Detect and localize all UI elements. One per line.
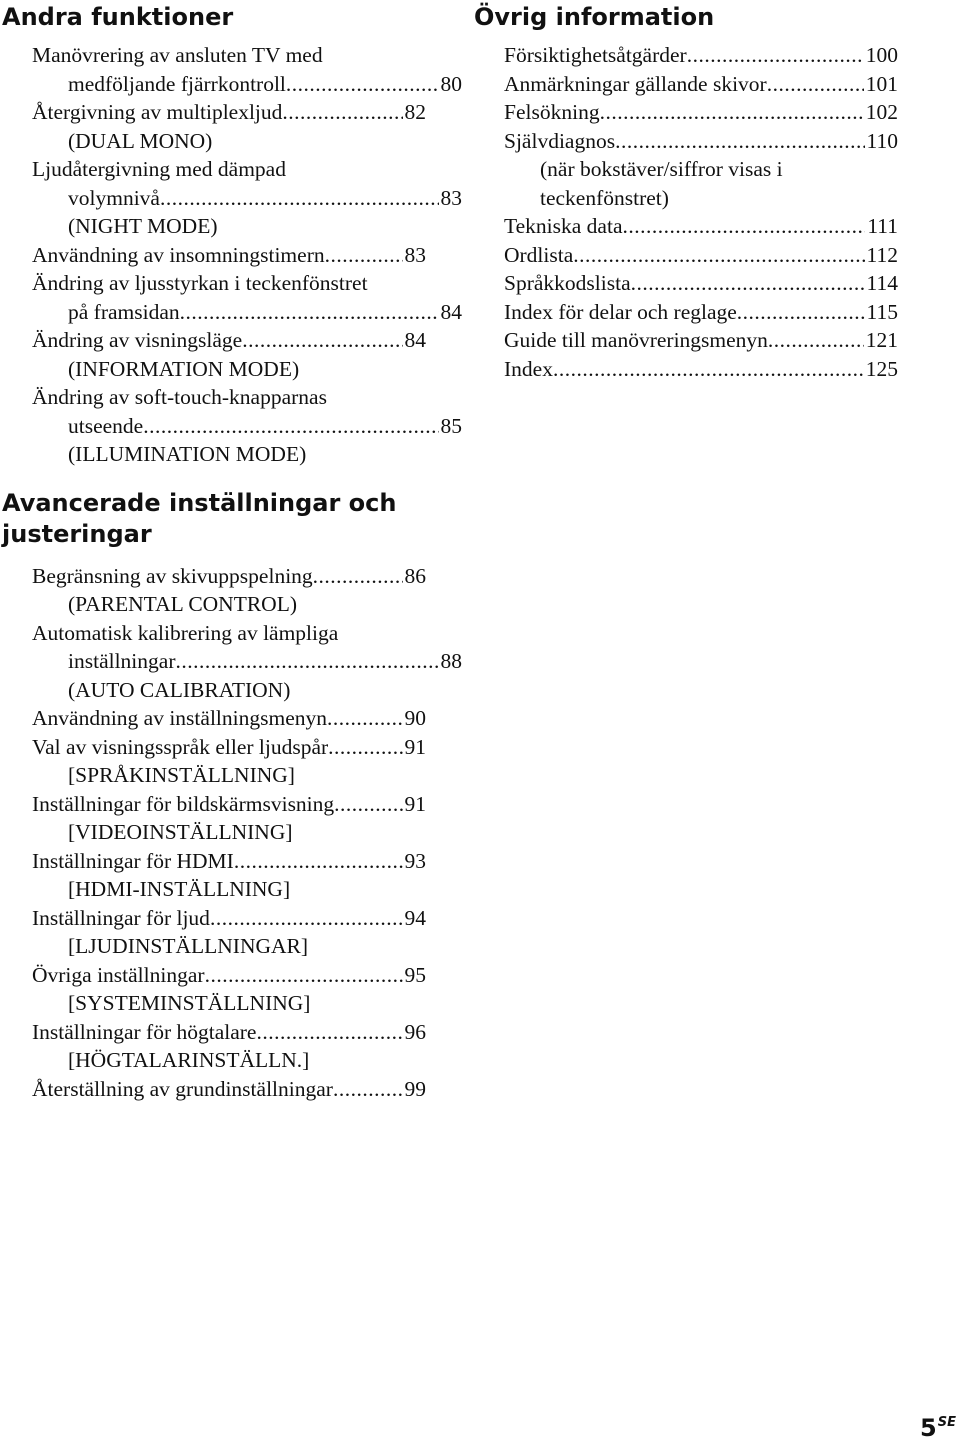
dot-leader (768, 326, 864, 355)
dot-leader (210, 904, 403, 933)
toc-entry-text: Manövrering av ansluten TV med (32, 43, 323, 67)
toc-entry-text: på framsidan (68, 299, 180, 324)
toc-entry-page: 84 (404, 328, 426, 352)
toc-entry (2, 383, 426, 412)
dot-leader (767, 70, 864, 99)
toc-entry-text: Automatisk kalibrering av lämpliga (32, 620, 339, 645)
toc-entry (2, 704, 426, 733)
toc-entry-page: 101 (865, 71, 898, 96)
dot-leader (143, 412, 438, 441)
toc-entry-text: Felsökning (504, 100, 600, 124)
section-heading-avancerade (2, 488, 432, 550)
dot-leader (333, 1075, 403, 1104)
section-heading-andra-funktioner: Andra funktioner (2, 3, 234, 31)
toc-entry-page: 86 (404, 563, 426, 588)
toc-entry-page: 83 (404, 242, 426, 267)
toc-entry-text: Ändring av visningsläge (32, 328, 243, 352)
toc-entry-text: Begränsning av skivuppspelning (32, 563, 313, 588)
toc-entry-page: 93 (404, 848, 426, 873)
toc-entry (2, 562, 426, 591)
dot-leader (553, 355, 864, 384)
dot-leader (256, 1018, 402, 1047)
dot-leader (325, 241, 403, 270)
toc-entry-text: teckenfönstret) (540, 185, 669, 210)
section-heading-ovrig-information: Övrig information (474, 3, 715, 31)
dot-leader (180, 298, 439, 327)
toc-entry-text: Inställningar för HDMI (32, 848, 234, 873)
toc-entry-text: Anmärkningar gällande skivor (504, 71, 767, 96)
toc-entry-page: 90 (404, 706, 426, 730)
toc-entry-page: 82 (404, 100, 426, 124)
toc-list-andra-funktioner (2, 41, 462, 469)
dot-leader (687, 41, 864, 70)
page-number (920, 1409, 956, 1442)
toc-entry-page: 115 (866, 299, 898, 324)
toc-entry (2, 761, 462, 790)
toc-entry (2, 440, 462, 469)
toc-entry (2, 847, 426, 876)
toc-entry (2, 1018, 426, 1047)
toc-entry (2, 1046, 462, 1075)
page-number-value: 5 (920, 1414, 937, 1442)
toc-entry-page: 100 (865, 43, 898, 67)
section-heading-avancerade-line1: Avancerade inställningar och (2, 488, 397, 517)
toc-entry-text: (ILLUMINATION MODE) (68, 442, 307, 466)
toc-entry (474, 155, 934, 184)
toc-entry (474, 212, 898, 241)
toc-entry (2, 355, 462, 384)
toc-entry-text: (AUTO CALIBRATION) (68, 677, 291, 702)
toc-entry-page: 95 (404, 962, 426, 987)
toc-entry-text: medföljande fjärrkontroll (68, 71, 286, 96)
toc-entry-page: 102 (865, 100, 898, 124)
toc-entry-text: inställningar (68, 649, 176, 673)
dot-leader (623, 212, 866, 241)
toc-entry (2, 41, 426, 70)
toc-entry-text: [LJUDINSTÄLLNINGAR] (68, 934, 309, 958)
toc-list-avancerade (2, 562, 462, 1104)
toc-entry-text: Inställningar för högtalare (32, 1019, 257, 1044)
toc-entry-text: Inställningar för ljud (32, 905, 210, 930)
toc-entry-text: Ändring av ljusstyrkan i teckenfönstret (32, 271, 368, 295)
toc-entry-text: Tekniska data (504, 214, 623, 238)
toc-entry (2, 647, 462, 676)
toc-entry (474, 269, 898, 298)
toc-entry-text: (NIGHT MODE) (68, 214, 218, 238)
toc-entry-text: (när bokstäver/siffror visas i (540, 157, 783, 181)
toc-entry-text: Försiktighetsåtgärder (504, 43, 687, 67)
toc-entry-text: Återgivning av multiplexljud (32, 100, 283, 124)
toc-entry-text: Språkkodslista (504, 271, 631, 295)
toc-entry-text: Guide till manövreringsmenyn (504, 328, 768, 352)
toc-entry-page: 96 (404, 1019, 426, 1044)
toc-entry-text: Index (504, 356, 553, 381)
toc-entry-text: Inställningar för bildskärmsvisning (32, 791, 335, 816)
toc-entry-text: Ändring av soft-touch-knapparnas (32, 385, 327, 409)
dot-leader (242, 326, 402, 355)
toc-entry (2, 184, 462, 213)
toc-entry-text: [HDMI-INSTÄLLNING] (68, 877, 291, 901)
toc-entry-text: utseende (68, 413, 144, 438)
toc-entry (2, 98, 426, 127)
toc-entry-text: (PARENTAL CONTROL) (68, 592, 298, 616)
toc-entry-text: Återställning av grundinställningar (32, 1076, 333, 1101)
toc-entry-page: 111 (867, 214, 898, 238)
toc-entry (2, 961, 426, 990)
toc-entry (2, 904, 426, 933)
toc-entry-page: 125 (865, 356, 898, 381)
toc-entry (2, 70, 462, 99)
toc-entry (2, 790, 426, 819)
toc-entry (474, 326, 898, 355)
toc-entry (2, 932, 462, 961)
dot-leader (234, 847, 403, 876)
toc-entry (474, 98, 898, 127)
toc-entry (474, 41, 898, 70)
toc-entry-text: Användning av inställningsmenyn (32, 706, 327, 730)
toc-list-ovrig-information (474, 41, 904, 383)
dot-leader (328, 733, 402, 762)
toc-entry-page: 85 (440, 413, 462, 438)
toc-entry-text: [SYSTEMINSTÄLLNING] (68, 991, 311, 1015)
toc-entry-text: Index för delar och reglage (504, 299, 737, 324)
toc-entry-page: 84 (440, 299, 462, 324)
toc-entry (2, 326, 426, 355)
toc-entry (474, 184, 934, 213)
toc-entry (2, 127, 462, 156)
toc-entry-text: Ljudåtergivning med dämpad (32, 157, 286, 181)
dot-leader (205, 961, 403, 990)
toc-entry (2, 298, 462, 327)
dot-leader (286, 70, 439, 99)
toc-entry (474, 70, 898, 99)
toc-entry (2, 733, 426, 762)
dot-leader (600, 98, 864, 127)
dot-leader (327, 704, 403, 733)
toc-entry-page: 83 (440, 185, 462, 210)
left-column (2, 0, 462, 1103)
toc-entry-text: [HÖGTALARINSTÄLLN.] (68, 1048, 310, 1072)
dot-leader (313, 562, 403, 591)
toc-entry (2, 412, 462, 441)
toc-entry-page: 94 (404, 905, 426, 930)
toc-entry-page: 88 (440, 649, 462, 673)
toc-entry (2, 875, 462, 904)
dot-leader (631, 269, 865, 298)
toc-entry (2, 818, 462, 847)
toc-entry-text: Val av visningsspråk eller ljudspår (32, 734, 329, 759)
toc-entry (2, 269, 426, 298)
toc-entry-text: Användning av insomningstimern (32, 242, 325, 267)
toc-entry-page: 80 (440, 71, 462, 96)
toc-entry (2, 590, 462, 619)
toc-entry-page: 91 (404, 791, 426, 816)
toc-entry-text: [VIDEOINSTÄLLNING] (68, 820, 293, 844)
toc-entry-text: (DUAL MONO) (68, 128, 213, 153)
toc-entry (2, 989, 462, 1018)
toc-entry-text: [SPRÅKINSTÄLLNING] (68, 763, 295, 787)
dot-leader (160, 184, 439, 213)
toc-entry-page: 121 (865, 328, 898, 352)
dot-leader (334, 790, 402, 819)
section-heading-avancerade-line2: justeringar (2, 519, 152, 548)
toc-entry (2, 155, 426, 184)
dot-leader (573, 241, 864, 270)
dot-leader (615, 127, 864, 156)
toc-entry-page: 91 (404, 734, 426, 759)
dot-leader (737, 298, 865, 327)
toc-entry-text: Självdiagnos (504, 128, 616, 153)
toc-entry (2, 676, 462, 705)
toc-entry (474, 241, 898, 270)
toc-entry-text: Övriga inställningar (32, 962, 205, 987)
toc-entry (2, 212, 462, 241)
toc-entry (474, 355, 898, 384)
dot-leader (282, 98, 402, 127)
toc-entry-page: 110 (866, 128, 898, 153)
toc-entry-text: Ordlista (504, 242, 574, 267)
right-column (474, 0, 904, 383)
toc-entry-text: (INFORMATION MODE) (68, 356, 300, 381)
toc-entry (2, 241, 426, 270)
toc-entry-page: 114 (866, 271, 898, 295)
page-number-suffix: SE (937, 1415, 956, 1430)
toc-entry (2, 619, 426, 648)
toc-entry (2, 1075, 426, 1104)
dot-leader (175, 647, 438, 676)
toc-entry (474, 127, 898, 156)
toc-entry (474, 298, 898, 327)
toc-entry-page: 112 (866, 242, 898, 267)
toc-entry-page: 99 (404, 1076, 426, 1101)
toc-entry-text: volymnivå (68, 185, 160, 210)
